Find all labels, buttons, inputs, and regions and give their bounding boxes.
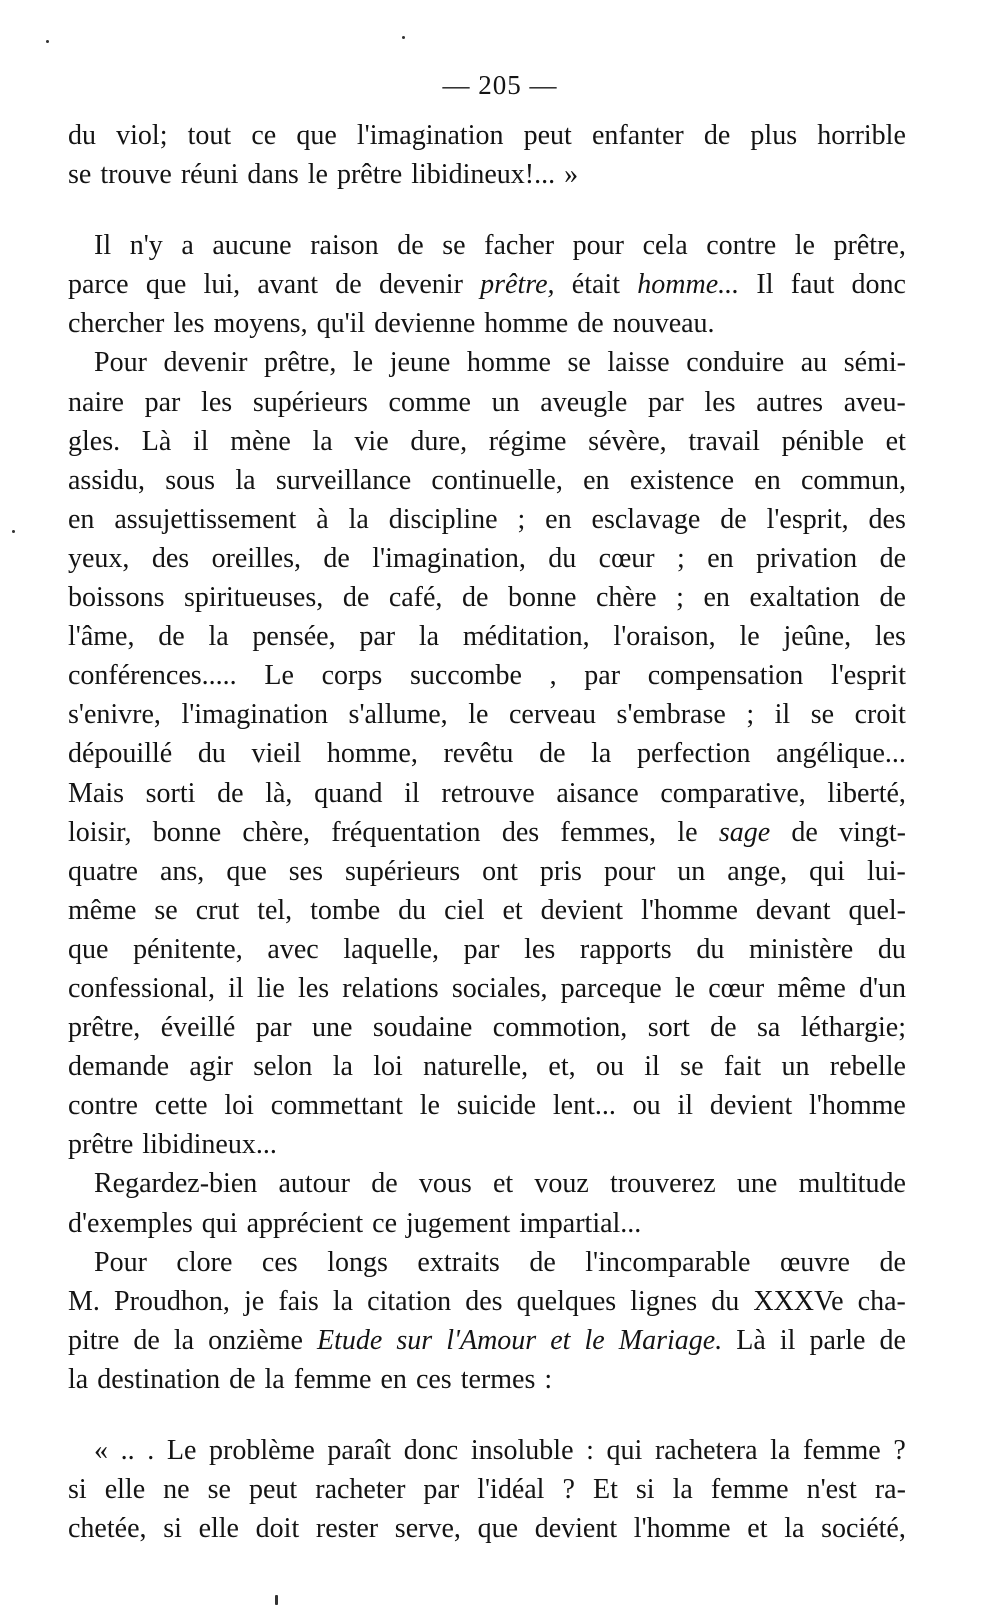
text-line: chetée, si elle doit rester serve, que devient l'homme et la société, bbox=[68, 1513, 906, 1545]
text-line: pitre de la onzième Etude sur l'Amour et le Mariage. Là il parle de bbox=[68, 1324, 906, 1356]
print-speck bbox=[402, 36, 405, 39]
text-line: demande agir selon la loi naturelle, et, ou il se fait un rebelle bbox=[68, 1051, 906, 1083]
text-line: conférences..... Le corps succombe , par compensation l'esprit bbox=[68, 660, 906, 692]
text-line: prêtre, éveillé par une soudaine commotion, sort de sa léthargie; bbox=[68, 1012, 906, 1044]
text-line: boissons spiritueuses, de café, de bonne chère ; en exaltation de bbox=[68, 582, 906, 614]
text-line: chercher les moyens, qu'il devienne homme de nouveau. bbox=[68, 308, 715, 340]
paragraph-gap bbox=[68, 1399, 906, 1431]
print-speck bbox=[275, 1595, 278, 1605]
text-line: quatre ans, que ses supérieurs ont pris pour un ange, qui lui- bbox=[68, 855, 906, 887]
text-line: parce que lui, avant de devenir prêtre, était homme... Il faut donc bbox=[68, 269, 906, 301]
text-line: loisir, bonne chère, fréquentation des femmes, le sage de vingt- bbox=[68, 816, 906, 848]
text-line: l'âme, de la pensée, par la méditation, l'oraison, le jeûne, les bbox=[68, 621, 906, 653]
text-line: se trouve réuni dans le prêtre libidineux!... » bbox=[68, 159, 579, 191]
body-text bbox=[68, 116, 906, 1548]
text-line: assidu, sous la surveillance continuelle, en existence en commun, bbox=[68, 464, 906, 496]
text-line: s'enivre, l'imagination s'allume, le cerveau s'embrase ; il se croit bbox=[68, 699, 906, 731]
text-line: confessional, il lie les relations sociales, parceque le cœur même d'un bbox=[68, 972, 906, 1004]
text-line: contre cette loi commettant le suicide lent... ou il devient l'homme bbox=[68, 1090, 906, 1122]
text-line: Regardez-bien autour de vous et vouz trouverez une multitude bbox=[94, 1168, 906, 1200]
text-line: si elle ne se peut racheter par l'idéal ? Et si la femme n'est ra- bbox=[68, 1474, 906, 1506]
text-line: du viol; tout ce que l'imagination peut enfanter de plus horrible bbox=[68, 120, 906, 151]
text-line: Pour clore ces longs extraits de l'incomparable œuvre de bbox=[94, 1246, 906, 1278]
text-line: d'exemples qui apprécient ce jugement impartial... bbox=[68, 1207, 642, 1239]
text-line: en assujettissement à la discipline ; en esclavage de l'esprit, des bbox=[68, 503, 906, 535]
text-line: Il n'y a aucune raison de se facher pour cela contre le prêtre, bbox=[94, 230, 906, 262]
print-speck bbox=[46, 40, 49, 43]
text-line: que pénitente, avec laquelle, par les rapports du ministère du bbox=[68, 933, 906, 965]
text-line: Pour devenir prêtre, le jeune homme se laisse conduire au sémi- bbox=[94, 347, 906, 379]
text-line: M. Proudhon, je fais la citation des quelques lignes du XXXVe cha- bbox=[68, 1285, 906, 1317]
text-line: prêtre libidineux... bbox=[68, 1129, 277, 1161]
text-line: dépouillé du vieil homme, revêtu de la perfection angélique... bbox=[68, 738, 906, 770]
text-line: yeux, des oreilles, de l'imagination, du cœur ; en privation de bbox=[68, 542, 906, 574]
text-line: « .. . Le problème paraît donc insoluble : qui rachetera la femme ? bbox=[94, 1435, 906, 1466]
text-line: même se crut tel, tombe du ciel et devient l'homme devant quel- bbox=[68, 894, 906, 926]
paragraph-gap bbox=[68, 194, 906, 226]
text-line: Mais sorti de là, quand il retrouve aisance comparative, liberté, bbox=[68, 777, 906, 809]
text-line: la destination de la femme en ces termes : bbox=[68, 1363, 553, 1395]
text-line: gles. Là il mène la vie dure, régime sévère, travail pénible et bbox=[68, 425, 906, 457]
page-number: — 205 — bbox=[442, 70, 558, 100]
print-speck bbox=[12, 530, 15, 533]
text-line: naire par les supérieurs comme un aveugle par les autres aveu- bbox=[68, 386, 906, 418]
